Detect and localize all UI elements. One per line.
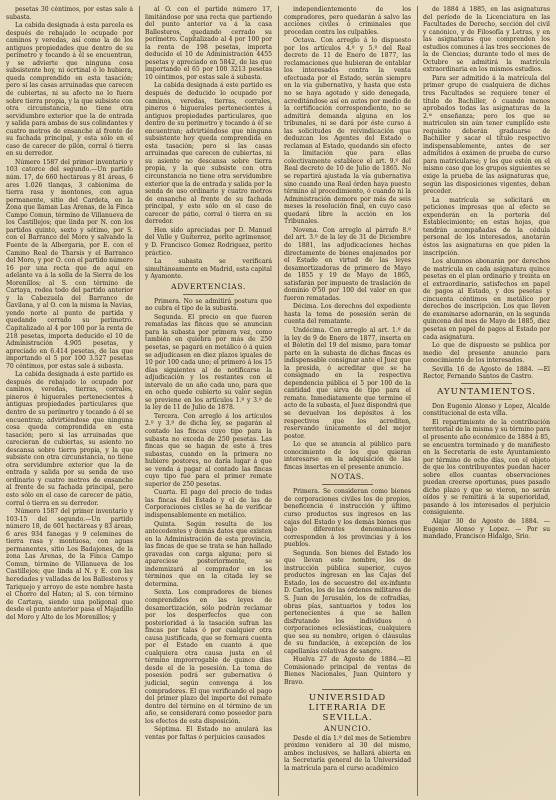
divider bbox=[461, 383, 512, 384]
paragraph: Décima. Los derechos del expediente hasta la toma de posesión serán de cuenta del rematante. bbox=[284, 303, 411, 326]
section-heading-universidad: UNIVERSIDAD LITERARIA DE SEVILLA. bbox=[308, 692, 387, 723]
ayuntamiento-paragraph: El repartimiento de la contribución territorial de la misma y su término para el presente año económico de 1884 á 85, se encuentra terminado y de manifiesto en la Secretaría de este Ayuntamiento por término de ocho días, con el objeto de que los contribuyentes puedan hacer sobre ellos cuantas observaciones puedan creerse oportunas, pues pasado dicho plazo y que se vieron, no serán oídos y se remitirá á la superioridad, pasando á los interesados el perjuicio consiguiente. bbox=[423, 418, 550, 517]
ayuntamiento-paragraph: Don Eugenio Alonso y Lopez, Alcalde constitucional de esta villa. bbox=[423, 402, 550, 418]
paragraph: La cabida designada á esta parcela es después de rebajado lo ocupado por caminos y veredas, así como la de los antiguos propiedades que dentro de su perímetro y tocando á él se encuentran, y se advierte que ninguna cosa subsistente hoy, ni ocrtinal ó lo hubiera, queda comprendido en esta tasación; pero si las casas arruinadas que carecen de cubiertas, ni su afecto no lo fuera sobre tierra propia, y la que subsiste con otra circunstancia, no tiene otra servidumbre exterior que la de entrada y salida para ambas de sus colindantes y cuatro metros de ensanche al frente de su fachada principal, y esta sólo en el caso de carecer de pilón, corral ó tierra en su derredor. bbox=[6, 22, 133, 158]
divider bbox=[322, 689, 373, 690]
paragraph: Lo que de dispuesto se publica por medio del presente anuncio para conocimiento de los interesados. bbox=[423, 342, 550, 365]
signature-line: Huelva 27 de Agosto de 1884.—El Comisionado principal de ventas de Bienes Nacionales, Juan Quintero y Bravo. bbox=[284, 656, 411, 687]
paragraph: al O. con el partido número 17, limitándose por una recta que partiendo del punto anterior va á la casa Ballesteros, quedando cerrado su perímetro. Capitalizado al 4 por 100 por la renta de 198 pesetas, importa deducido el 10 de Administración 4455 pesetas y apreciado en 5842, de las que importando el 65 por 100 3213 pesetas 10 céntimos, por estas sale á subasta. bbox=[145, 6, 272, 81]
section-heading-ayuntamientos: AYUNTAMIENTOS. bbox=[437, 386, 536, 397]
paragraph: de 1884 á 1885, en las asignaturas del período de la Licenciatura en las Facultades de Derecho, sección del civil y canónico, y de Filosofía y Letras, y en las asignaturas que comprenden los estudios comunes á las tres secciones de la de Ciencias; durante todo el mes de Octubre se admitirá la matrícula extraordinaria en los mismos estudios. bbox=[423, 6, 550, 74]
column-4 bbox=[417, 6, 550, 796]
columns-container bbox=[6, 6, 550, 796]
paragraph: Lo que se anuncia al público para conocimiento de los que quieran interesarse en la adquisición de las fincas insertas en el presente anuncio. bbox=[284, 441, 411, 471]
advertencia-item: Séptima. El Estado no anulará las ventas por faltas ó perjuicios causados bbox=[145, 726, 272, 741]
section-heading-anuncio: ANUNCIO. bbox=[324, 723, 371, 733]
advertencia-item: Cuarta. El pago del precio de todas las fincas del Estado y el de las de Corporaciones civiles se ha de verificar indispensablemente en metálico. bbox=[145, 489, 272, 519]
column-3 bbox=[278, 6, 411, 796]
divider bbox=[461, 399, 512, 400]
paragraph: Octava. Con arreglo á lo dispuesto por los artículos 4.º y 5.º del Real decreto de 11 de Enero de 1877, las reclamaciones que hubieran de entablar los interesados contra la venta efectuada por el Estado, serán siempre en la vía gubernativa, y hasta que esta no se haya agotado y sido denegada, acreditándose así en autos por medio de la certificación correspondiente, no se admitirá demanda alguna en los tribunales, ni se dará por éste curso á las solicitudes de reivindicación que deduzcan los Agentes del Estado o reclaman al Estado, quedando sin efecto la limitación que para ellas colectivamente establece el art. 9.º del Real decreto de 10 de Julio de 1865. No se repartirá ajustada la vía gubernativa sino cuando una Real órden haya puesto término al procedimiento, ó cuando ni la Administración demore por más de seis meses la resolución final, en cuyo caso quedará libre la acción en los Tribunales. bbox=[284, 37, 411, 226]
section-heading-advertencias: ADVERTENCIAS. bbox=[171, 281, 246, 291]
paragraph: Número 1587 del primer inventario y 103 catorce del segundo.—Un partido núm. 17, de 660 hectáreas y 81 áreas, 6 ares 1.026 tlanqas, 3 cabionima de tierra rasa y montones, con agua permanente, sitio del Cardeta, en la Zona que llaman Las Arenas, de la Finca Campo Comun, término de Villanueva de los Castillejos; que linda por N. con los partidos quinto, sexto y sétimo, por S. con el Barranco del Moro y salvando la Fuente de la Albergaria, por E. con el Camino Real de Tharsis y el Barranco del Moro, y por O. con el partido número 16 por una recta que de aquí en adelante va á la solla de la Sierra de los Morenillos; al S. con término de Cartaya, rodea todo del partido anterior y la Cabezuela del Barranco de Gavilana, y al O. con la misma la Navias, yendo norte al punto de partida y quedando cerrado su perímetro. Capitalizado al 4 por 100 por la renta de 218 pesetas, importa deducido el 10 de Administración 4.905 pesetas, y apreciado en 6.414 pesetas, de las que importando el 5 por 100 3.527 pesetas 70 céntimos, por estas sale á subasta. bbox=[6, 158, 133, 370]
column-1 bbox=[6, 6, 133, 796]
paragraph: La subasta se verificará simultáneamente en Madrid, esta capital y Ayamonte. bbox=[145, 258, 272, 281]
paragraph: Novena. Con arreglo al párrafo 8.º del art. 3.º de la ley de 31 de Diciembre de 1881, las adjudicaciones hechas directamente de bienes enajenados por el Estado en virtud de las leyes desamortizadoras de primero de Mayo de 1855 y 19 de Mayo de 1865, satisfarán por impuesto de traslación de dominio 0'50 por 100 del valor en que fueron rematadas. bbox=[284, 226, 411, 302]
paragraph: Los alumnos abonarán por derechos de matrícula en cada asignatura quince pesetas en el plan ordinario y treinta en el extraordinario, satisfechos en papel de pagos al Estado, y dos pesetas y cincuenta céntimos en metálico por derechos de inscripción. Los que lleven de examinarse adornarán, en la segunda quincena del mes de Mayo de 1885, diez pesetas en papel de pagos al Estado por cada asignatura. bbox=[423, 258, 550, 341]
paragraph: independientemente de los compradores, pero quedarán á salvo las acciones civiles ó criminales que procedan contra los culpables. bbox=[284, 6, 411, 36]
advertencia-item: Primera. No se admitirá postura que no cubra el tipo de la subasta. bbox=[145, 297, 272, 313]
paragraph: Para ser admitido á la matrícula del primer grupo de cualquiera de dichas tres Facultades se requiere tener el título de Bachiller, ó cuando menos aprobados todas las asignaturas de la 2.ª enseñanza; pero los que se matriculen sin aún tener cumplido este requisito deberán graduarse de Bachiller y sacar el título respectivo indispensablemente, antes de ser admitidos á exámen de prueba de curso para matricularse; y los que estén en el mismo caso que los grupos siguientes se exige la prueba de las asignaturas que, según las disposiciones vigentes, deban preceder. bbox=[423, 74, 550, 196]
paragraph: Número 1587 del primer inventario y 103-15 del segundo.—Un partido número 18, de 601 hectáreas y 83 áreas, 6 ares 934 fanegas y 9 celemines de tierra rasa y montuosa, con aguas permanentes, sitio Los Badajones, de la zona Las Arenas, de la Finca Campo Comun, término de Villanueva de los Castillejos; que linda al N. y E. con las heredades y valladas de los Ballesteros y Tariquejo y arroyo de este nombre hasta el Chorro del Haten; al S. con término de Cartaya, siendo una polígonal que desde el punto anterior pasa el Majadillo del Moro y Alto de los Morenillos; y bbox=[6, 508, 133, 621]
advertencia-item: Segunda. El precio en que fueren rematadas las fincas que se anuncian para la subasta por primera vez, como también en quiebra por más de 250 pesetas, se pagará en metálico ó á quien se adjudicasen en diez plazos iguales de 10 por 100 cada uno; el primero á los 15 días siguientes al de notificarse la adjudicación y los restantes con el intervalo de un año cada uno, para que en ocho quede cubierto su valor según se previene en los artículos 1.º y 3.º de la ley de 11 de Julio de 1878. bbox=[145, 313, 272, 412]
divider bbox=[183, 294, 234, 295]
signature-line: Sevilla 16 de Agosto de 1884. —El Rector, Fernando Santos de Castro. bbox=[423, 365, 550, 381]
paragraph: pesetas 30 céntimos, por estas sale á subasta. bbox=[6, 6, 133, 21]
advertencia-item: Tercera. Con arreglo á los artículos 2.º y 3.º de dicha ley, se pagarán al contado las fincas cuyo tipo para la subasta no exceda de 250 pesetas. Las fincas que se hagan de este á tres subastas, cuando en la primera no hubiere postores, no daría lugar á que se venda á pagar al contado las fincas cuyo tipo fué para el primer remate superior de 250 pesetas. bbox=[145, 412, 272, 488]
signature-line: Alajar 30 de Agosto de 1884. —Eugenio Alonso y Lopez. — Por su mandado, Francisco Hidalgo, Srio. bbox=[423, 518, 550, 541]
column-2 bbox=[139, 6, 272, 796]
nota-item: Segunda. Son bienes del Estado los que llevan este nombre, los de instrucción pública superior, cuyos productos ingresan en las Cajas del Estado, los de secuestro del ex-infante D. Carlos, los de las órdenes militares de S. Juan de Jerusalén, los de cofradías, obras pías, santuarios y todos los pertenecientes á que se hallen disfrutando los individuos ó corporaciones eclesiásticas, cualquiera que sea su nombre, origen ó cláusulas de su fundación, á excepción de los capellanías colativas de sangre. bbox=[284, 549, 411, 655]
paragraph: La cabida designada á este partido es después de rebajado lo ocupado por caminos, veredas, tierras, corrales, pineros é higuerales pertenecientes á antiguas propiedades particulares que dentro de su perímetro y tocando á él se encuentran; advirtiéndose que ninguna cosa queda comprendida en esta tasación; pero si las arruinadas que carecieran de cubiertas, su asiento no descansa sobre tierra propia, y la que subsiste con otra circunstancia, no tiene otra servidumbre exterior que la de entrada y salida por su senda de uso ordinario y cuatro metros de ensanche al frente de su fachada principal, pero esto sólo en el caso de carecer de pátio, corral ó tierra en su derredor. bbox=[6, 371, 133, 507]
anuncio-paragraph: Desde el día 1.º del mes de Setiembre próximo venidero al 30 del mismo, ambos inclusives, se hallará abierta en la Secretaría general de la Universidad la matrícula para el curso académico bbox=[284, 734, 411, 772]
section-heading-notas: NOTAS. bbox=[330, 472, 365, 482]
advertencia-item: Sexta. Los compradores de bienes comprendidos en las leyes de desamortización, sólo podrán reclamar por los desperfectos que con posterioridad á la tasación sufran las fincas por talas ó por cualquier otra causa justificada, que se formará cuenta por el Estado en cuanto á que cualquiera otra causa justa en el término improrrogable de quince días desde el de la posesión. La toma de posesión podrá ser gubernativa ó judicial, según convenga á los compradores. El que verificando el pago del primer plazo del importe del remate dentro del término en el término de un año, se considerará como poseedor para los efectos de esta disposición. bbox=[145, 589, 272, 725]
paragraph: La cabida designada á este partido es después de deducido lo ocupado por caminos, veredas, tierras, corrales, pineros é higuerales pertenecientes á antiguos propiedades particulares, que dentro de su perímetro y tocando á él se encuentran; advirtiéndose que ninguna subsistente hoy queda comprendida en esta tasación; pero si las casas arruinadas que carecen de cubiertas, ni su asiento no descansa sobre tierra propia, y la que subsiste con otra circunstancia no tiene otra servidumbre exterior que la de entrada y salida por la senda de uso ordinario y cuatro metros de ensanche al frente de su fachada principal, y esto sólo en el caso de carecer de pátio, corral ó tierra en su derredor. bbox=[145, 82, 272, 226]
paragraph: Undécima. Con arreglo al art. 1.º de la ley de 9 de Enero de 1877, inserta en el Boletín del 19 del mismo, para tomar parte en la subasta de dichas fincas es indispensable consignar ante el Juez que la presida, ó acreditar que se ha consignado en la respectiva dependencia pública el 5 por 100 de la cantidad que sirva de tipo para el remate. Inmediatamente que termine el acto de la subasta, el Juez dispondrá que se devuelvan los depósitos á los respectivos que los acrediten, reservando únicamente el del mejor postor. bbox=[284, 326, 411, 440]
divider bbox=[322, 484, 373, 485]
paragraph: Hen sido apreciadas por D. Manuel del Valle y Guiterrez, perito agrimensor, y D. Francisco Gomez Rodriguez, perito práctico. bbox=[145, 226, 272, 257]
paragraph: La matrícula se solicitará en peticiones impresas que al efecto se expenderán en la portería del Establecimiento; en estas hojas, que tendrán acompañadas de la cédula personal de los interesados, anotarán éstos las asignaturas en que piden la inscripción. bbox=[423, 196, 550, 257]
advertencia-item: Quinta. Según resulta de los antecedentes y demás datos que existen en la Administración de esta provincia, las fincas de que se trata se han hallado gravadas con carga alguna; pero si apareciese posteriormente, se indemnizará al comprador en los términos que en la citada ley se determina. bbox=[145, 520, 272, 588]
nota-item: Primera. Se consideran como bienes de corporaciones civiles los de propios, beneficencia é instrucción y último curso productos sus ingresos en las cajas del Estado y los demás bienes que bajo diferentes denominaciones corresponden á los provincias y á los pueblos. bbox=[284, 488, 411, 549]
